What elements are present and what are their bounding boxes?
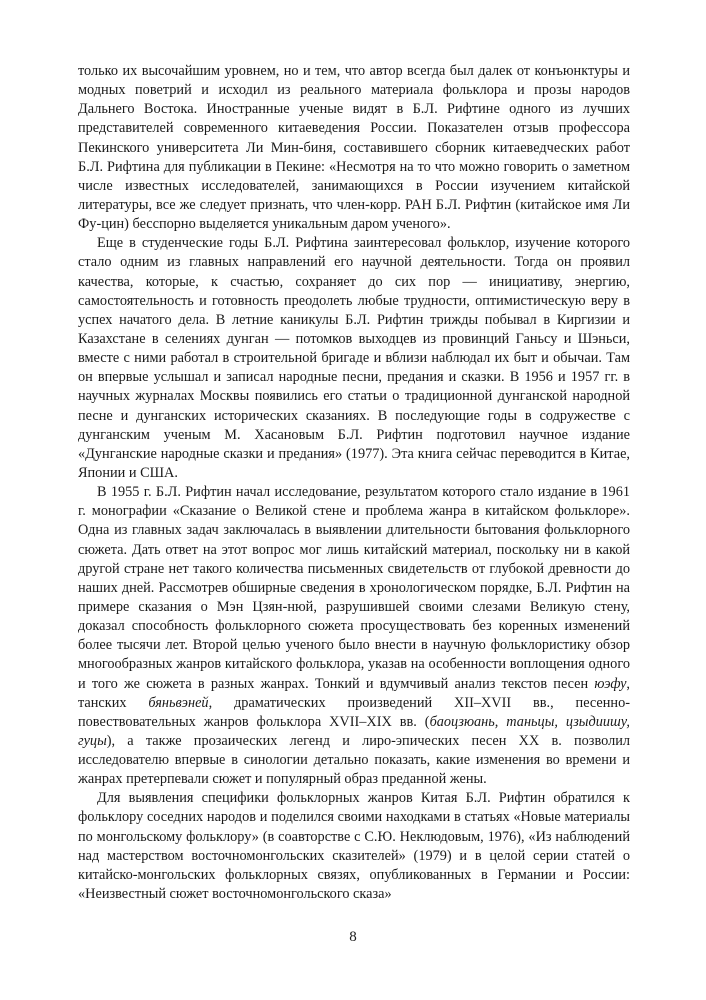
text-run: ), а также прозаических легенд и лиро-эпических песен XX в. позволил исследователю впервые в синологии детально показать, какие изменения во времени и жанрах претерпевали сюжет и популярный образ преданной жены. xyxy=(78,732,630,788)
italic-term: юэфу xyxy=(594,675,627,692)
page-number: 8 xyxy=(349,929,357,945)
paragraph xyxy=(78,483,630,789)
text-run: В 1955 г. Б.Л. Рифтин начал исследование, результатом которого стало издание в 1961 г. монографии «Сказание о Великой стене и проблема жанра в китайском фольклоре». Одна из главных задач заключалась в выявлении длительности бытования фольклорного сюжета. Дать ответ на этот вопрос мог лишь китайский материал, поскольку ни в какой другой стране нет такого количества письменных свидетельств от глубокой древности до наших дней. Рассмотрев обширные сведения в хронологическом порядке, Б.Л. Рифтин на примере сказания о Мэн Цзян-нюй, разрушившей своими слезами Великую стену, доказал способность фольклорного сюжета просуществовать без коренных изменений более тысячи лет. Второй целью ученого было внести в научную фольклористику обзор многообразных жанров китайского фольклора, указав на особенности воплощения одного и того же сюжета в разных жанрах. Тонкий и вдумчивый анализ текстов песен xyxy=(78,484,630,692)
text-run: , танских xyxy=(78,675,630,711)
italic-term: бяньвэней xyxy=(148,694,209,711)
paragraph xyxy=(78,789,630,904)
paragraph xyxy=(78,234,630,483)
italic-term: баоцзюань, таньцы, цзыдиишу, гуцы xyxy=(78,713,631,749)
paragraph xyxy=(78,62,630,234)
text-run: , драматических произведений XII–XVII вв., песенно-повествовательных жанров фольклора XVII–XIX вв. ( xyxy=(78,694,630,730)
text-run: Еще в студенческие годы Б.Л. Рифтина заинтересовал фольклор, изучение которого стало одним из главных направлений его научной деятельности. Тогда он проявил качества, которые, к счастью, сохраняет до сих пор — инициативу, энергию, самостоятельность и готовность преодолеть любые трудности, оптимистическую веру в успех начатого дела. В летние каникулы Б.Л. Рифтин трижды побывал в Киргизии и Казахстане в селениях дунган — потомков выходцев из провинций Ганьсу и Шэньси, вместе с ними работал в строительной бригаде и вблизи наблюдал их быт и обычаи. Там он впервые услышал и записал народные песни, предания и сказки. В 1956 и 1957 гг. в научных журналах Москвы появились его статьи о традиционной дунганской народной песне и дунганских исторических сказаниях. В последующие годы в содружестве с дунганским ученым М. Хасановым Б.Л. Рифтин подготовил научное издание «Дунганские народные сказки и предания» (1977). Эта книга сейчас переводится в Китае, Японии и США. xyxy=(78,235,630,481)
body-text xyxy=(78,62,630,904)
text-run: Для выявления специфики фольклорных жанров Китая Б.Л. Рифтин обратился к фольклору соседних народов и поделился своими находками в статьях «Новые материалы по монгольскому фольклору» (в соавторстве с С.Ю. Неклюдовым, 1976), «Из наблюдений над мастерством восточномонгольских сказителей» (1979) и в целой серии статей о китайско-монгольских фольклорных связях, опубликованных в Германии и России: «Неизвестный сюжет восточномонгольского сказа» xyxy=(78,790,630,903)
text-run: только их высочайшим уровнем, но и тем, что автор всегда был далек от конъюнктуры и модных поветрий и исходил из реального материала фольклора и прозы народов Дальнего Востока. Иностранные ученые видят в Б.Л. Рифтине одного из лучших представителей современного китаеведения России. Показателен отзыв профессора Пекинского университета Ли Мин-биня, составившего сборник китаеведческих работ Б.Л. Рифтина для публикации в Пекине: «Несмотря на то что можно говорить о заметном числе известных исследователей, занимающихся в России изучением китайской литературы, все же следует признать, что член-корр. РАН Б.Л. Рифтин (китайское имя Ли Фу-цин) бесспорно выделяется уникальным даром ученого». xyxy=(78,63,630,233)
